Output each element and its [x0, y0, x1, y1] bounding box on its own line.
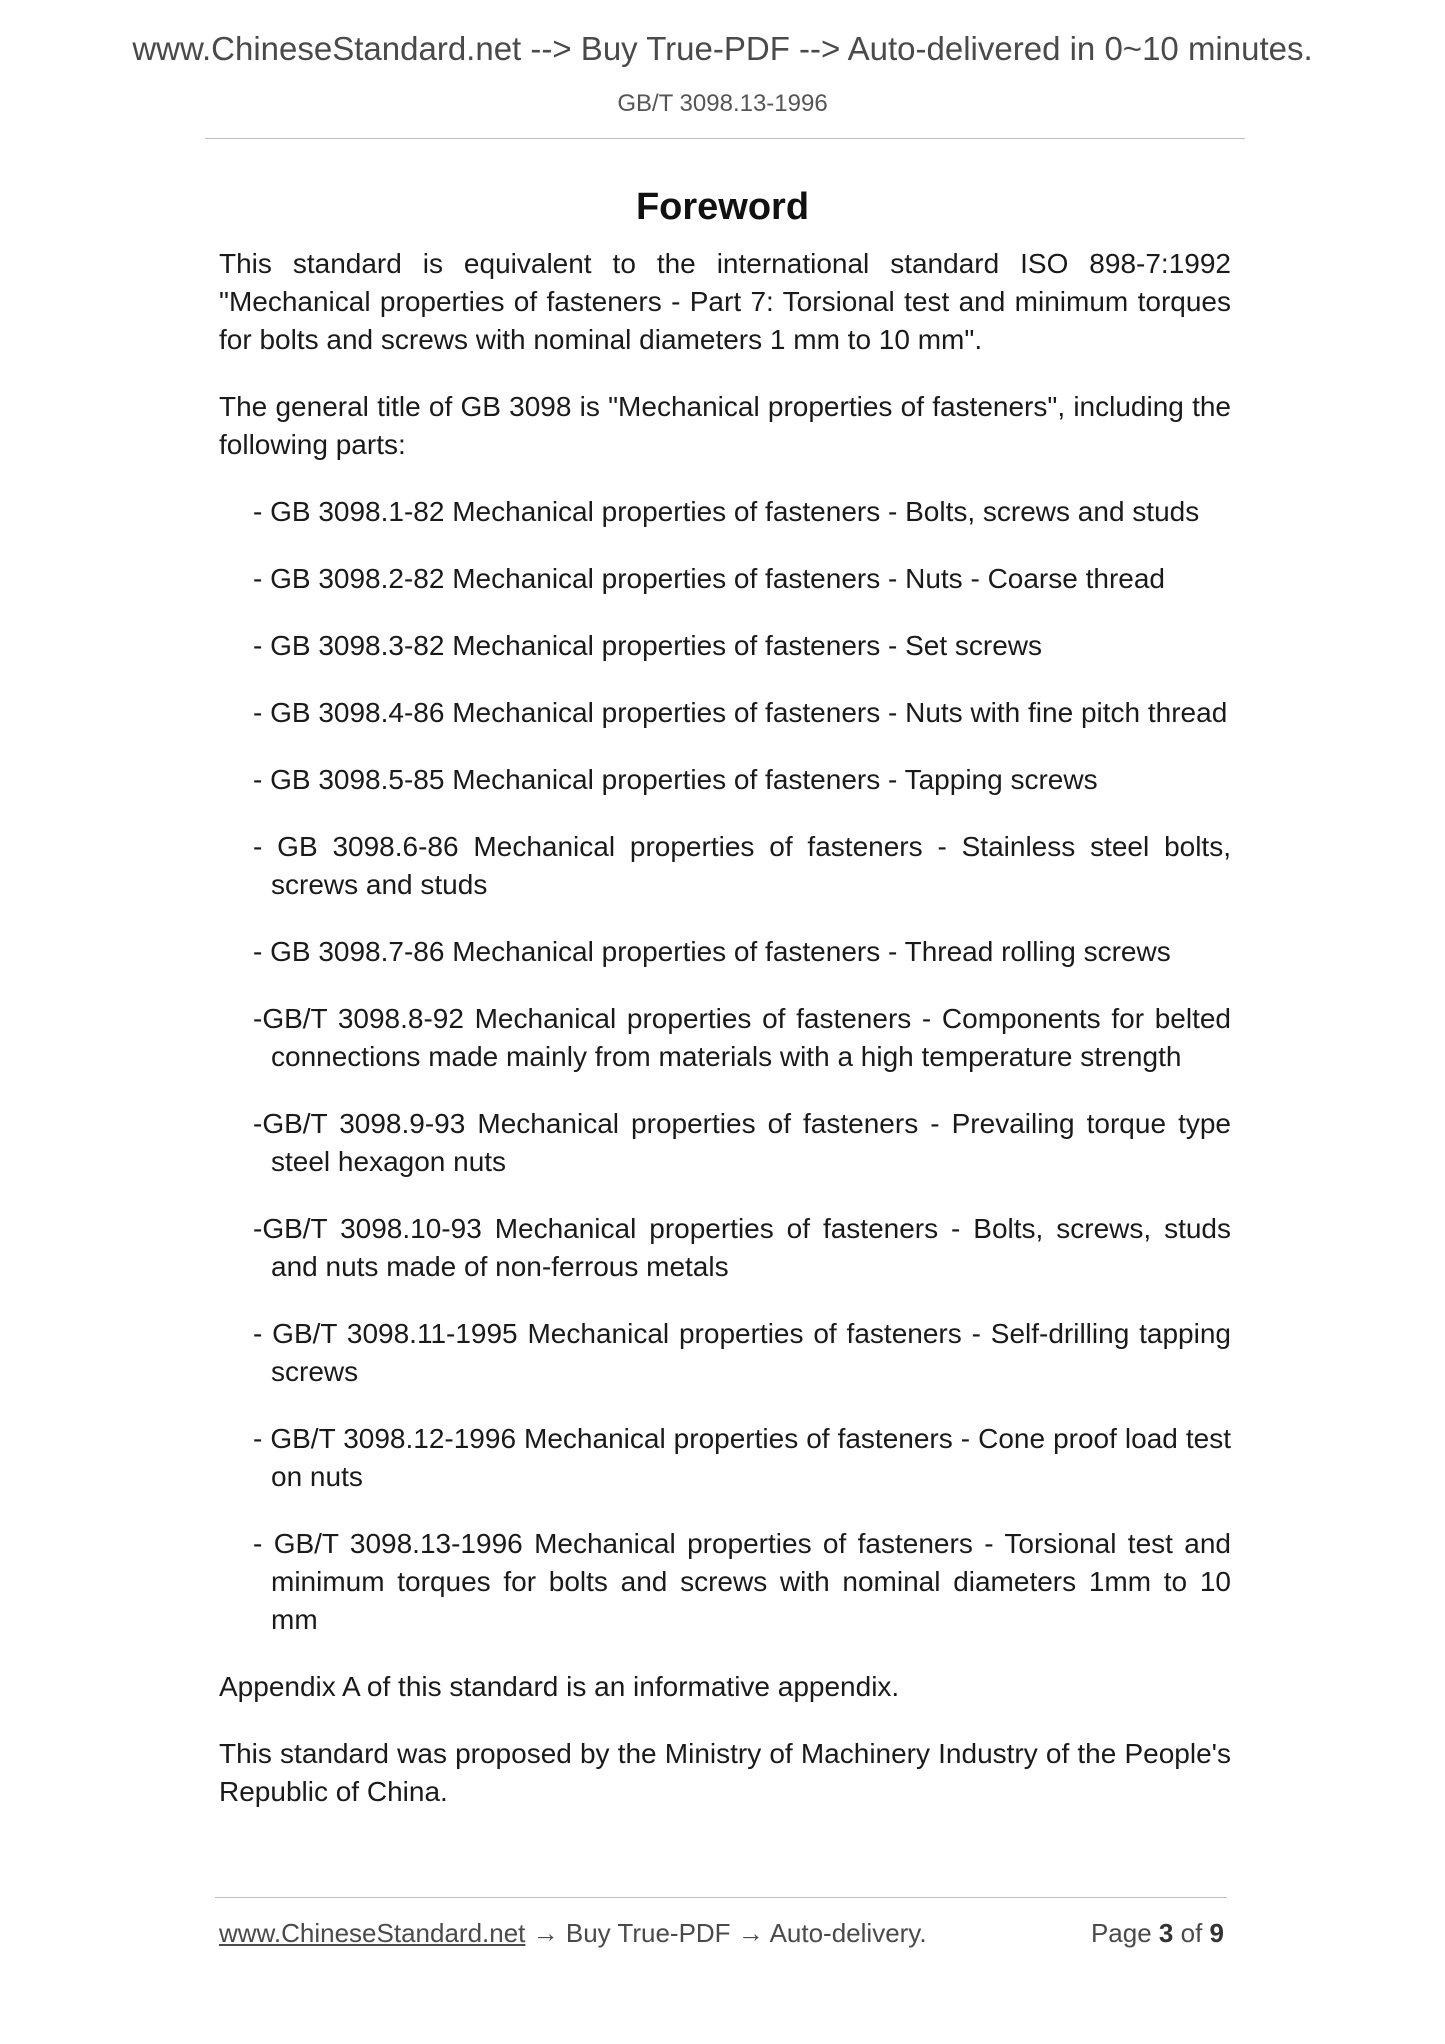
parts-list: [219, 493, 1231, 1639]
list-item: -GB/T 3098.8-92 Mechanical properties of fasteners - Components for belted connections made mainly from materials with a high temperature strength: [253, 1003, 1231, 1072]
top-banner: www.ChineseStandard.net --> Buy True-PDF --> Auto-delivered in 0~10 minutes.: [132, 30, 1313, 67]
page-title: Foreword: [635, 186, 810, 228]
page-indicator: [1091, 1918, 1224, 1949]
footer-divider: [215, 1897, 1227, 1898]
list-item: - GB 3098.2-82 Mechanical properties of fasteners - Nuts - Coarse thread: [253, 563, 1165, 594]
footer-tagline: → Buy True-PDF → Auto-delivery.: [525, 1918, 927, 1948]
intro-paragraph: This standard is equivalent to the international standard ISO 898-7:1992 "Mechanical properties of fasteners - Part 7: Torsional test and minimum torques for bolts and screws with nominal diameters 1 mm to 10 mm".: [219, 248, 1231, 355]
site-link[interactable]: www.ChineseStandard.net: [219, 1918, 526, 1948]
list-item: - GB/T 3098.12-1996 Mechanical properties of fasteners - Cone proof load test on nuts: [253, 1423, 1231, 1492]
closing-paragraph: This standard was proposed by the Ministry of Machinery Industry of the People's Republic of China.: [219, 1738, 1231, 1807]
list-item: -GB/T 3098.10-93 Mechanical properties of fasteners - Bolts, screws, studs and nuts made of non-ferrous metals: [253, 1213, 1231, 1282]
closing-paragraph: Appendix A of this standard is an informative appendix.: [219, 1671, 900, 1702]
document-body: [219, 245, 1231, 1840]
list-item: -GB/T 3098.9-93 Mechanical properties of fasteners - Prevailing torque type steel hexagon nuts: [253, 1108, 1231, 1177]
list-item: - GB 3098.6-86 Mechanical properties of fasteners - Stainless steel bolts, screws and studs: [253, 831, 1231, 900]
total-pages-number: 9: [1209, 1918, 1224, 1948]
current-page-number: 3: [1158, 1918, 1174, 1948]
header-divider: [205, 138, 1245, 139]
list-item: - GB 3098.7-86 Mechanical properties of fasteners - Thread rolling screws: [253, 936, 1171, 967]
page-of-label: of: [1180, 1918, 1203, 1948]
list-item: - GB 3098.5-85 Mechanical properties of fasteners - Tapping screws: [253, 764, 1098, 795]
intro-paragraph: The general title of GB 3098 is "Mechanical properties of fasteners", including the following parts:: [219, 391, 1231, 460]
list-item: - GB/T 3098.13-1996 Mechanical properties of fasteners - Torsional test and minimum torques for bolts and screws with nominal diameters 1mm to 10 mm: [253, 1528, 1231, 1635]
footer-promo: [219, 1918, 927, 1949]
list-item: - GB/T 3098.11-1995 Mechanical properties of fasteners - Self-drilling tapping screws: [253, 1318, 1231, 1387]
list-item: - GB 3098.1-82 Mechanical properties of fasteners - Bolts, screws and studs: [253, 496, 1200, 527]
page-label: Page: [1090, 1918, 1152, 1948]
standard-code: GB/T 3098.13-1996: [617, 90, 828, 117]
list-item: - GB 3098.3-82 Mechanical properties of fasteners - Set screws: [253, 630, 1043, 661]
list-item: - GB 3098.4-86 Mechanical properties of fasteners - Nuts with fine pitch thread: [253, 697, 1228, 728]
